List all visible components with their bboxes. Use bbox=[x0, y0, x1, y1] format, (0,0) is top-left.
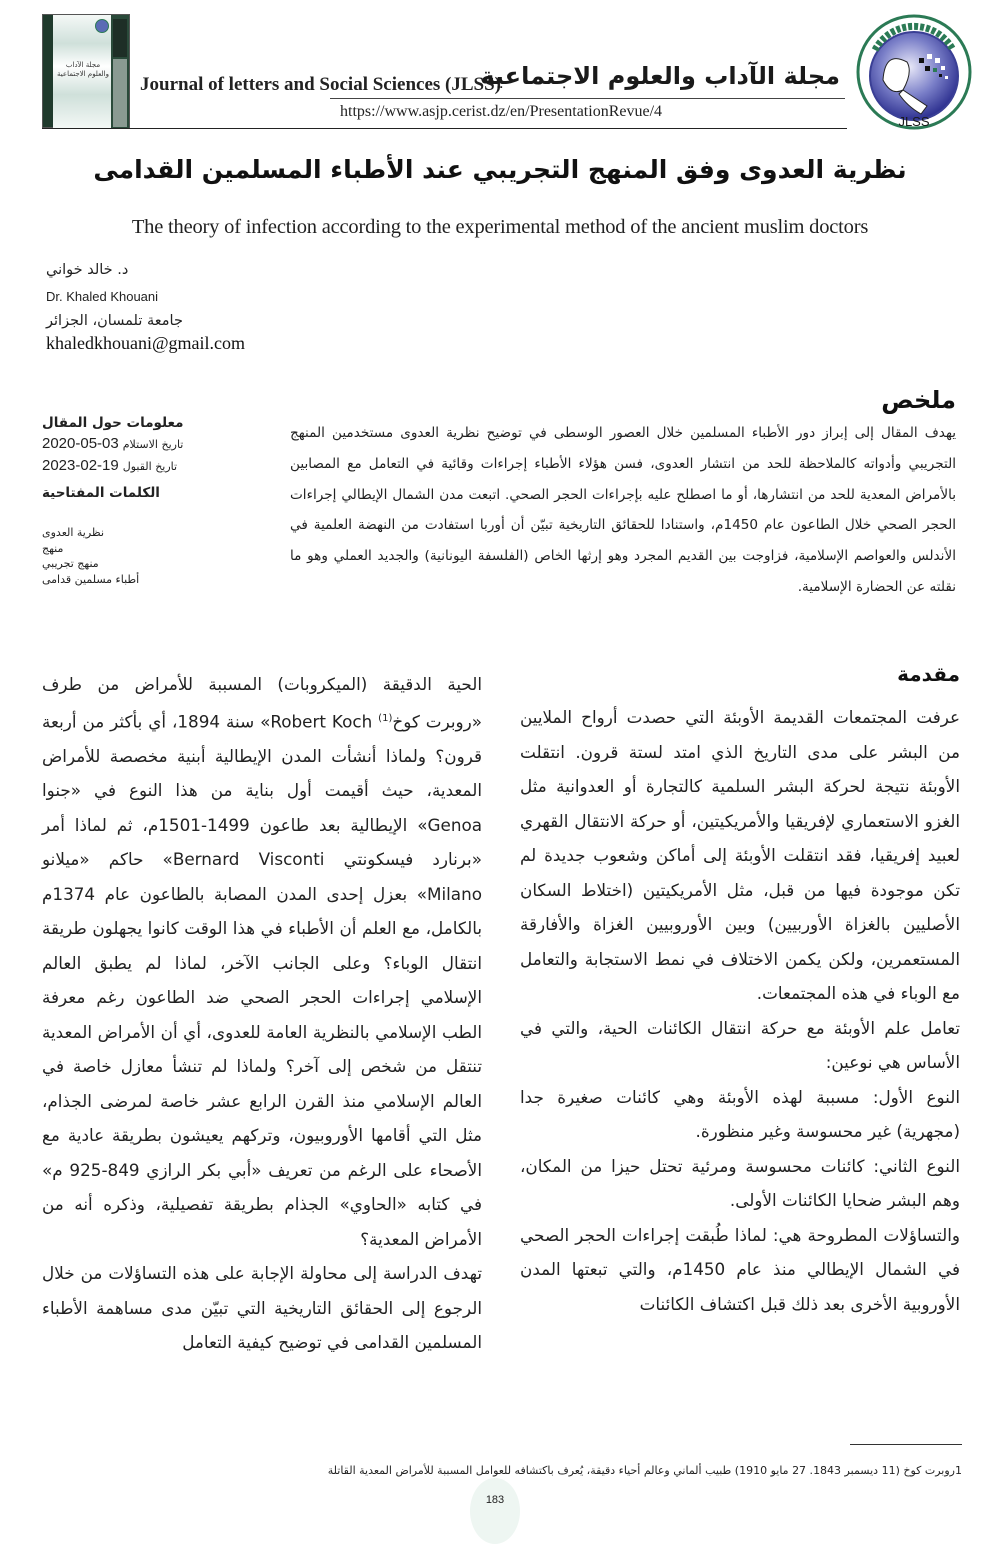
body-column-right bbox=[520, 700, 960, 1321]
cover-spine-block bbox=[113, 19, 127, 57]
accepted-date-row bbox=[42, 457, 282, 479]
journal-url-link[interactable]: https://www.asjp.cerist.dz/en/PresentationRevue/4 bbox=[340, 103, 663, 120]
paragraph bbox=[42, 667, 482, 1256]
paragraph: النوع الأول: مسببة لهذه الأوبئة وهي كائنات صغيرة جدا (مجهرية) غير محسوسة وغير منظورة. bbox=[520, 1086, 960, 1141]
keyword: أطباء مسلمين قدامى bbox=[42, 572, 140, 586]
article-title-english: The theory of infection according to the experimental method of the ancient muslim doctors bbox=[131, 216, 869, 238]
paragraph: تعامل علم الأوبئة مع حركة انتقال الكائنات الحية، والتي في الأساس هي نوعين: bbox=[520, 1017, 960, 1072]
journal-name-arabic: مجلة الآداب والعلوم الاجتماعية bbox=[480, 62, 840, 90]
keyword: منهج تجريبي bbox=[42, 557, 99, 570]
footnote-divider bbox=[850, 1444, 962, 1445]
keyword: منهج bbox=[42, 541, 64, 555]
accepted-label: تاريخ القبول bbox=[122, 460, 178, 473]
author-name-arabic: د. خالد خواني bbox=[46, 262, 129, 278]
article-info-panel bbox=[42, 415, 282, 587]
journal-cover-thumbnail bbox=[42, 14, 130, 128]
text-run: Robert Koch» سنة 1894، أي بأكثر من أربعة قرون؟ ولماذا أنشأت المدن الإيطالية أبنية مخصصة للأمراض المعدية، حيث أقيمت أول بناية من هذا النوع في «جنوا Genoa» الإيطالية بعد طاعون 1499-1501م، ثم لماذا أمر «برنارد فيسكونتي Bernard Visconti» حاكم «ميلانو Milano» بعزل إحدى المدن المصابة بالطاعون عام 1374م بالكامل، مع العلم أن الأطباء في هذا الوقت كانوا يجهلون طريقة انتقال الوباء؟ وعلى الجانب الآخر، لماذا لم يطبق العالم الإسلامي إجراءات الحجر الصحي ضد الطاعون رغم معرفة الطب الإسلامي بالنظرية العامة للعدوى، أي أن الأمراض المعدية تنتقل من شخص إلى آخر؟ ولماذا لم تنشأ معازل خاصة في العالم الإسلامي منذ القرن الرابع عشر خاصة لمرضى الجذام، مثل التي أقامها الأوروبيون، وتركهم يعيشون بطريقة عادية مع الأصحاء على الرغم من تعريف «أبي بكر الرازي 849-925 م» في كتابه «الحاوي» الجذام بطريقة تفصيلية، وذكره أنه من الأمراض المعدية؟ bbox=[42, 711, 482, 1249]
cover-spine bbox=[111, 15, 129, 129]
abstract-heading: ملخص bbox=[881, 386, 956, 414]
page-number: 183 bbox=[485, 1494, 505, 1506]
abstract-text: يهدف المقال إلى إبراز دور الأطباء المسلمين خلال العصور الوسطى في توضيح نظرية العدوى مستخدمين المنهج التجريبي وأدواته كالملاحظة للحد من انتشار العدوى، فسن هؤلاء الأطباء إجراءات وقائية في التعامل مع المصابين بالأمراض المعدية للحد من انتشارها، أو ما اصطلح عليه بإجراءات الحجر الصحي. اتبعت مدن الشمال الإيطالي إجراءات الحجر الصحي خلال الطاعون عام 1450م، واستنادا للحقائق التاريخية تبيّن أن أوربا استفادت من النهضة العلمية في الأندلس والعواصم الإسلامية، فزاوجت بين القديم المجرد وهو إرثها الخاص (الفلسفة اليونانية) والجديد العملي وهو ما نقلته عن الحضارة الإسلامية. bbox=[290, 425, 956, 595]
page-number-badge bbox=[470, 1478, 520, 1544]
journal-name-english: Journal of letters and Social Sciences (JLSS) bbox=[140, 74, 501, 95]
cover-title: مجلة الآداب والعلوم الاجتماعية bbox=[57, 61, 109, 78]
paragraph: عرفت المجتمعات القديمة الأوبئة التي حصدت أرواح الملايين من البشر على مدى التاريخ الذي امتد لستة قرون. انتقلت الأوبئة نتيجة لحركة البشر السلمية كالتجارة أو العدوانية مثل الغزو الاستعماري لإفريقيا والأمريكيتين، أو حركة الانتقال القهري لعبيد إفريقيا، فقد انتقلت الأوبئة إلى أماكن وشعوب جديدة لم تكن موجودة فيها من قبل، مثل الأمريكيتين (اختلاط السكان الأصليين بالغزاة الأوربيين) وبين الأوروبيين الغزاة والأفارقة المستعمرين، ولكن يكمن الاختلاف في نمط الاستجابة والتعامل مع الوباء في هذه المجتمعات. bbox=[520, 707, 960, 1003]
received-date: 2020-05-03 bbox=[42, 435, 119, 452]
accepted-date: 2023-02-19 bbox=[42, 457, 119, 474]
logo-text: JLSS bbox=[898, 114, 930, 129]
received-date-row bbox=[42, 435, 282, 457]
paragraph: تهدف الدراسة إلى محاولة الإجابة على هذه التساؤلات من خلال الرجوع إلى الحقائق التاريخية التي تبيّن مدى مساهمة الأطباء المسلمين القدامى في توضيح كيفية التعامل bbox=[42, 1263, 482, 1353]
author-name-english: Dr. Khaled Khouani bbox=[46, 289, 159, 304]
keywords-heading: الكلمات المفتاحية bbox=[42, 485, 160, 501]
keywords-list bbox=[42, 525, 282, 587]
paragraph: النوع الثاني: كائنات محسوسة ومرئية تحتل حيزا من المكان، وهم البشر ضحايا الكائنات الأولى. bbox=[520, 1155, 960, 1210]
text-run: الحية الدقيقة (الميكروبات) المسببة للأمراض من طرف «روبرت كوخ bbox=[42, 674, 482, 732]
introduction-heading: مقدمة bbox=[897, 662, 960, 686]
header-divider bbox=[42, 128, 847, 129]
article-title-arabic: نظرية العدوى وفق المنهج التجريبي عند الأطباء المسلمين القدامى bbox=[93, 155, 907, 184]
author-email-link[interactable]: khaledkhouani@gmail.com bbox=[46, 333, 246, 353]
received-label: تاريخ الاستلام bbox=[122, 438, 184, 451]
article-info-heading: معلومات حول المقال bbox=[42, 415, 184, 431]
footnote: 1روبرت كوخ (11 ديسمبر 1843. 27 مايو 1910) طبيب ألماني وعالم أحياء دقيقة، يُعرف باكتشافه للعوامل المسببة للأمراض المعدية القاتلة bbox=[327, 1464, 962, 1477]
url-divider bbox=[330, 98, 845, 99]
jlss-logo-icon bbox=[855, 10, 973, 138]
keyword: نظرية العدوى bbox=[42, 526, 105, 539]
footnote-reference-link[interactable]: (1) bbox=[378, 712, 393, 724]
cover-logo-icon bbox=[95, 19, 109, 33]
cover-spine-pattern bbox=[113, 59, 127, 127]
author-affiliation: جامعة تلمسان، الجزائر bbox=[46, 313, 183, 329]
body-column-left bbox=[42, 667, 482, 1360]
paragraph: والتساؤلات المطروحة هي: لماذا طُبقت إجراءات الحجر الصحي في الشمال الإيطالي منذ عام 1450م، والتي تبعتها المدن الأوروبية الأخرى بعد ذلك قبل اكتشاف الكائنات bbox=[520, 1224, 960, 1314]
